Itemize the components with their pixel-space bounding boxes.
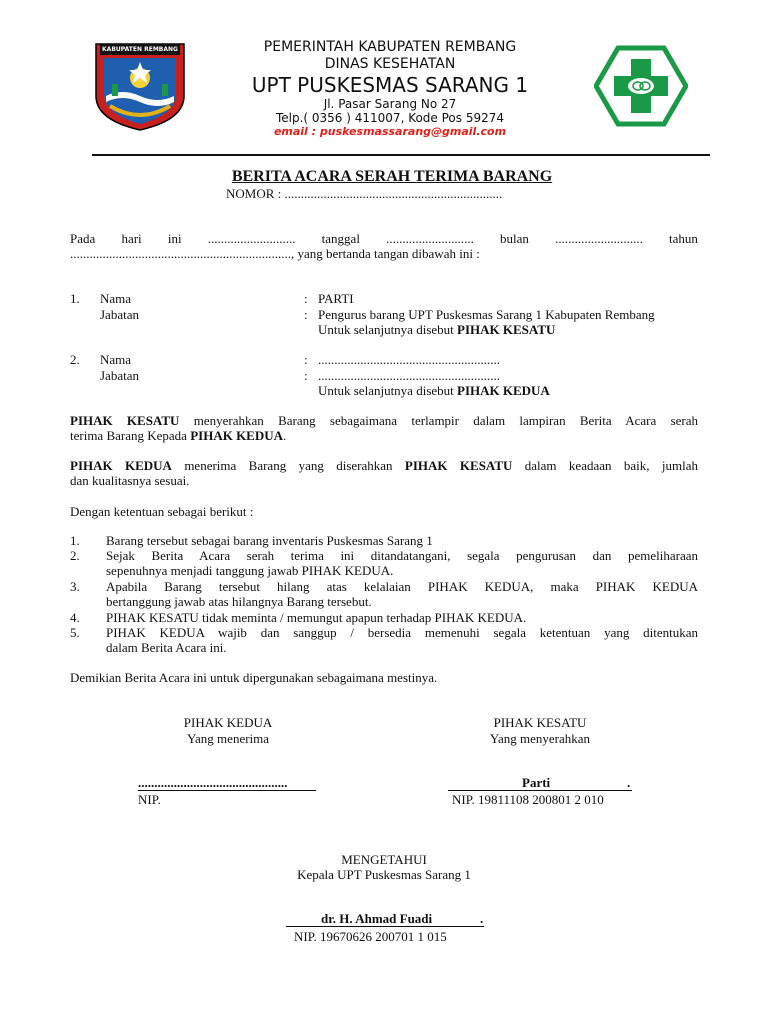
para1-text-3: . <box>283 428 287 443</box>
party1-jabatan-label: Jabatan <box>100 307 139 322</box>
sign-left-role: PIHAK KEDUA <box>183 715 273 730</box>
ketentuan-text: PIHAK KESATU tidak meminta / memungut apapun terhadap PIHAK KEDUA. <box>106 610 527 625</box>
para1-text-1: menyerahkan Barang sebagaimana terlampir dalam lampiran Berita Acara serah <box>193 413 699 428</box>
ketentuan-num: 4. <box>70 610 80 625</box>
ketentuan-num: 2. <box>70 548 80 563</box>
intro-word: ........................... <box>555 231 643 246</box>
sign-left-name: .............................................. <box>138 775 288 790</box>
para1-bold-1: PIHAK KESATU <box>70 413 180 428</box>
sign-right-dot: . <box>627 775 631 790</box>
party1-nama: PARTI <box>318 291 354 306</box>
sign-left-nip: NIP. <box>138 792 161 807</box>
logo-banner-text: KABUPATEN REMBANG <box>102 46 178 53</box>
party1-nama-label: Nama <box>100 291 132 306</box>
header-dept: DINAS KESEHATAN <box>324 56 456 72</box>
ketentuan-num: 1. <box>70 533 80 548</box>
sign-right-nip: NIP. 19811108 200801 2 010 <box>452 792 604 807</box>
intro-word: tanggal <box>321 231 360 246</box>
intro-word: tahun <box>669 231 698 246</box>
ketentuan-text: PIHAK KEDUA wajib dan sanggup / bersedia memenuhi segala ketentuan yang ditentukan <box>106 625 698 640</box>
party1-colon: : <box>304 307 308 322</box>
para2-bold-2: PIHAK KESATU <box>404 458 513 473</box>
intro-word: ........................... <box>386 231 474 246</box>
party1-jabatan: Pengurus barang UPT Puskesmas Sarang 1 Kabupaten Rembang <box>318 307 655 322</box>
approval-nip: NIP. 19670626 200701 1 015 <box>294 929 447 944</box>
para1-line-2 <box>70 428 286 443</box>
party2-nama: ........................................................ <box>318 352 500 367</box>
approval-dot: . <box>480 911 484 926</box>
ketentuan-text-2: dalam Berita Acara ini. <box>106 640 227 655</box>
party1-colon: : <box>304 291 308 306</box>
header-org: UPT PUSKESMAS SARANG 1 <box>251 73 529 97</box>
approval-underline <box>286 926 484 927</box>
doc-title: BERITA ACARA SERAH TERIMA BARANG <box>231 168 553 185</box>
sign-right-role: PIHAK KESATU <box>493 715 587 730</box>
para2-bold-1: PIHAK KEDUA <box>70 458 172 473</box>
header-phone: Telp.( 0356 ) 411007, Kode Pos 59274 <box>275 111 505 125</box>
intro-word: hari <box>121 231 142 246</box>
ketentuan-item <box>0 548 768 579</box>
para2-line-2: dan kualitasnya sesuai. <box>70 473 190 488</box>
intro-line-1 <box>70 231 698 246</box>
ketentuan-intro: Dengan ketentuan sebagai berikut : <box>70 504 254 519</box>
kabupaten-rembang-logo <box>92 40 188 132</box>
party2-colon: : <box>304 368 308 383</box>
party1-sebut <box>318 322 555 337</box>
ketentuan-text: Barang tersebut sebagai barang inventaris Puskesmas Sarang 1 <box>106 533 433 548</box>
party2-block <box>0 352 768 402</box>
intro-line-2: ...................................................................., yang bertanda tangan dibawah ini : <box>70 246 480 261</box>
puskesmas-logo <box>594 45 688 127</box>
intro-word: ini <box>167 231 182 246</box>
header-divider <box>92 154 710 156</box>
party1-sebut-bold: PIHAK KESATU <box>457 322 556 337</box>
sign-right-underline <box>448 790 632 791</box>
sign-left-underline <box>138 790 316 791</box>
ketentuan-num: 5. <box>70 625 80 640</box>
ketentuan-num: 3. <box>70 579 80 594</box>
approval-title: MENGETAHUI <box>341 852 427 867</box>
party2-nama-label: Nama <box>100 352 132 367</box>
header-gov: PEMERINTAH KABUPATEN REMBANG <box>263 39 517 55</box>
party2-num: 2. <box>70 352 80 367</box>
header-address: Jl. Pasar Sarang No 27 <box>323 97 457 111</box>
sign-right-sub: Yang menyerahkan <box>489 731 591 746</box>
header-email: email : puskesmassarang@gmail.com <box>273 125 507 138</box>
ketentuan-item <box>0 533 768 549</box>
ketentuan-text-2: sepenuhnya menjadi tanggung jawab PIHAK KEDUA. <box>106 563 394 578</box>
ketentuan-text: Sejak Berita Acara serah terima ini ditandatangani, segala pengurusan dan pemeliharaan <box>106 548 698 563</box>
party2-jabatan: ........................................................ <box>318 368 500 383</box>
intro-word: Pada <box>70 231 96 246</box>
intro-word: ........................... <box>207 231 296 246</box>
ketentuan-text-2: bertanggung jawab atas hilangnya Barang tersebut. <box>106 594 372 609</box>
party2-sebut-text: Untuk selanjutnya disebut <box>318 383 454 398</box>
approval-sub: Kepala UPT Puskesmas Sarang 1 <box>297 867 471 882</box>
para2-line-1 <box>70 458 698 473</box>
ketentuan-item <box>0 579 768 610</box>
party2-colon: : <box>304 352 308 367</box>
approval-name: dr. H. Ahmad Fuadi <box>321 911 433 926</box>
doc-nomor: NOMOR : ................................................................... <box>226 186 503 201</box>
party2-sebut-bold: PIHAK KEDUA <box>457 383 550 398</box>
para1-text-2: terima Barang Kepada <box>70 428 187 443</box>
closing-text: Demikian Berita Acara ini untuk dipergunakan sebagaimana mestinya. <box>70 670 438 685</box>
sign-right-name: Parti <box>522 775 551 790</box>
party2-jabatan-label: Jabatan <box>100 368 139 383</box>
ketentuan-item <box>0 625 768 656</box>
para2-text-1: menerima Barang yang diserahkan <box>184 458 393 473</box>
sign-left-sub: Yang menerima <box>186 731 270 746</box>
para1-bold-2: PIHAK KEDUA <box>190 428 284 443</box>
party1-block <box>0 291 768 341</box>
ketentuan-text: Apabila Barang tersebut hilang atas kelalaian PIHAK KEDUA, maka PIHAK KEDUA <box>106 579 698 594</box>
intro-word: bulan <box>500 231 529 246</box>
party1-sebut-text: Untuk selanjutnya disebut <box>318 322 454 337</box>
party1-num: 1. <box>70 291 80 306</box>
para1-line-1 <box>70 413 698 428</box>
party2-sebut <box>318 383 550 398</box>
para2-text-2: dalam keadaan baik, jumlah <box>524 458 698 473</box>
ketentuan-item <box>0 610 768 626</box>
